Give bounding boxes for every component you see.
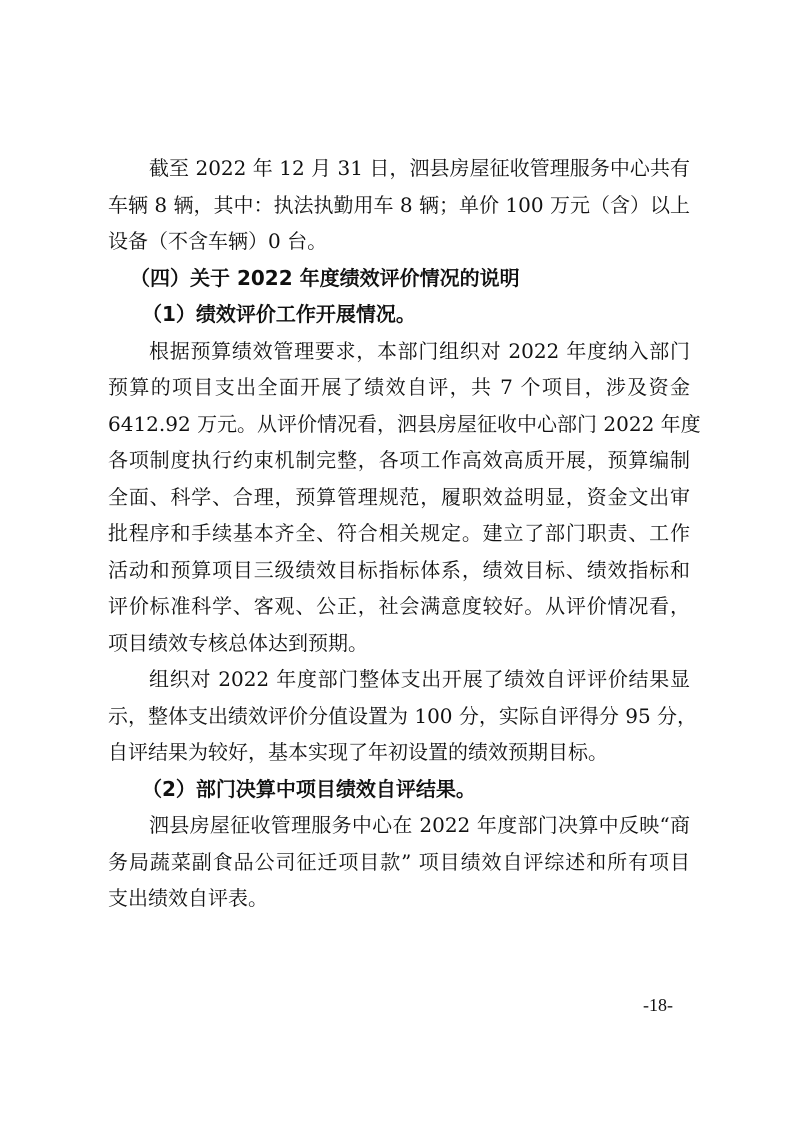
vehicle-paragraph — [108, 150, 690, 260]
text-line: 示，整体支出绩效评价分值设置为 100 分，实际自评得分 95 分， — [108, 703, 698, 728]
text-line: 务局蔬菜副食品公司征迁项目款” 项目绩效自评综述和所有项目 — [108, 849, 690, 874]
text-line: 6412.92 万元。从评价情况看，泗县房屋征收中心部门 2022 年度 — [108, 411, 701, 436]
text-line: 截至 2022 年 12 月 31 日，泗县房屋征收管理服务中心共有 — [149, 156, 690, 180]
text-line: 批程序和手续基本齐全、符合相关规定。建立了部门职责、工作 — [108, 521, 690, 545]
text-line: 全面、科学、合理，预算管理规范，履职效益明显，资金文出审 — [108, 484, 690, 509]
subsection-heading-1: （1）绩效评价工作开展情况。 — [142, 302, 416, 326]
text-line: 评价标准科学、客观、公正，社会满意度较好。从评价情况看， — [108, 594, 690, 618]
subsection-heading-2: （2）部门决算中项目绩效自评结果。 — [142, 776, 476, 801]
text-line: 根据预算绩效管理要求，本部门组织对 2022 年度纳入部门 — [149, 338, 690, 363]
overall-evaluation-paragraph — [108, 661, 698, 771]
text-line: 设备（不含车辆）0 台。 — [108, 229, 328, 253]
page-number: -18- — [643, 995, 673, 1015]
project-result-paragraph — [108, 807, 690, 917]
text-line: 预算的项目支出全面开展了绩效自评，共 7 个项目，涉及资金 — [108, 375, 690, 399]
evaluation-paragraph — [108, 333, 701, 662]
text-line: 泗县房屋征收管理服务中心在 2022 年度部门决算中反映“商 — [149, 813, 690, 837]
text-line: 项目绩效专核总体达到预期。 — [108, 630, 368, 655]
page-content — [108, 150, 701, 917]
text-line: 组织对 2022 年度部门整体支出开展了绩效自评评价结果显 — [149, 667, 690, 691]
text-line: 支出绩效自评表。 — [108, 886, 268, 910]
text-line: 车辆 8 辆，其中：执法执勤用车 8 辆；单价 100 万元（含）以上 — [108, 192, 690, 217]
text-line: 自评结果为较好，基本实现了年初设置的绩效预期目标。 — [108, 740, 608, 764]
text-line: 各项制度执行约束机制完整，各项工作高效高质开展，预算编制 — [108, 448, 690, 472]
section-heading: （四）关于 2022 年度绩效评价情况的说明 — [130, 265, 520, 290]
text-line: 活动和预算项目三级绩效目标指标体系，绩效目标、绩效指标和 — [108, 557, 690, 582]
